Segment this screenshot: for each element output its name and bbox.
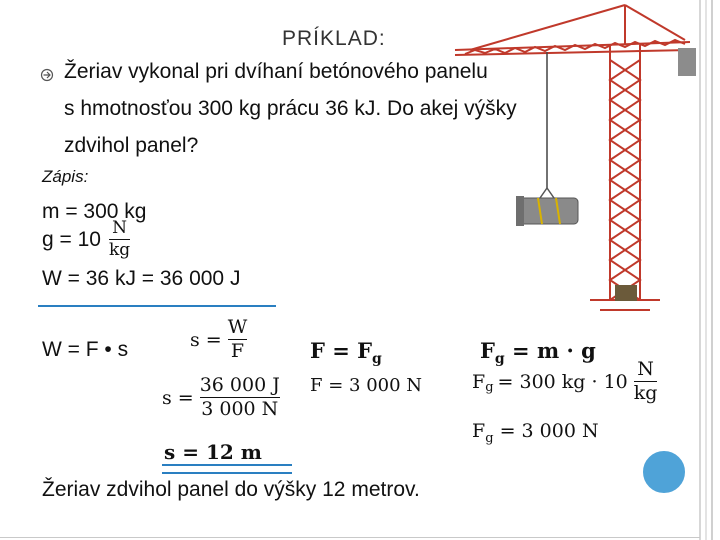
- fg-symbol-2: F: [472, 370, 486, 393]
- problem-text-line-2: s hmotnosťou 300 kg prácu 36 kJ. Do akej výšky: [64, 97, 517, 120]
- s-substitution-numerator: 36 000 J: [199, 374, 280, 396]
- decorative-circle: [640, 448, 688, 496]
- f-equals-fg-text: F = F: [310, 338, 373, 363]
- gravity-unit-denominator: kg: [108, 240, 131, 260]
- given-work: W = 36 kJ = 36 000 J: [42, 267, 241, 290]
- counterweight: [678, 48, 696, 76]
- formula-f-equals-fg: [310, 338, 382, 367]
- slide-title: PRÍKLAD:: [282, 27, 386, 50]
- fg-definition-rhs: = m · g: [512, 338, 596, 363]
- fg-symbol-3: F: [472, 420, 486, 442]
- s-substitution-lhs: s =: [162, 386, 194, 409]
- crane-cab: [615, 285, 637, 301]
- tower-crane-illustration: [450, 0, 705, 320]
- gravity-unit-numerator: N: [112, 218, 128, 238]
- formula-s-substitution: [162, 376, 280, 419]
- fg-unit-denominator: kg: [633, 382, 658, 404]
- s-substitution-denominator: 3 000 N: [201, 398, 279, 420]
- concrete-panel: [520, 198, 578, 224]
- zapis-underline: [38, 305, 276, 307]
- f-equals-fg-subscript: g: [372, 351, 382, 368]
- work-formula: W = F • s: [42, 338, 129, 361]
- fg-subscript-3: g: [485, 430, 494, 446]
- problem-text-line-1: Žeriav vykonal pri dvíhaní betónového panelu: [64, 60, 488, 83]
- answer-text: Žeriav zdvihol panel do výšky 12 metrov.: [42, 478, 420, 501]
- fg-result-rhs: = 3 000 N: [499, 420, 599, 442]
- fg-subscript-2: g: [485, 380, 494, 395]
- fg-substitution-rhs: = 300 kg · 10: [497, 370, 628, 393]
- zapis-label: Zápis:: [42, 167, 89, 186]
- formula-s-result: s = 12 m: [164, 440, 262, 464]
- s-ratio-denominator: F: [230, 340, 245, 362]
- given-gravity-unit: [109, 220, 130, 259]
- given-gravity: [42, 220, 130, 259]
- given-gravity-value: g = 10: [42, 227, 101, 251]
- formula-fg-result: [472, 420, 599, 446]
- formula-fg-substitution: [472, 360, 657, 403]
- fg-unit-numerator: N: [637, 358, 654, 380]
- s-ratio-numerator: W: [227, 316, 248, 338]
- fg-substitution-unit: [634, 360, 658, 403]
- fg-symbol-1: F: [480, 338, 495, 363]
- result-double-underline: [162, 464, 292, 474]
- s-ratio-lhs: s =: [190, 328, 222, 351]
- given-mass: m = 300 kg: [42, 200, 147, 223]
- bullet-icon: [40, 68, 54, 82]
- formula-f-value: F = 3 000 N: [310, 375, 423, 396]
- s-ratio-fraction: [228, 318, 248, 361]
- bottom-rule: [0, 537, 700, 538]
- formula-s-ratio: [190, 318, 247, 361]
- fg-subscript-1: g: [494, 351, 505, 368]
- s-substitution-fraction: [200, 376, 280, 419]
- problem-text-line-3: zdvihol panel?: [64, 134, 199, 157]
